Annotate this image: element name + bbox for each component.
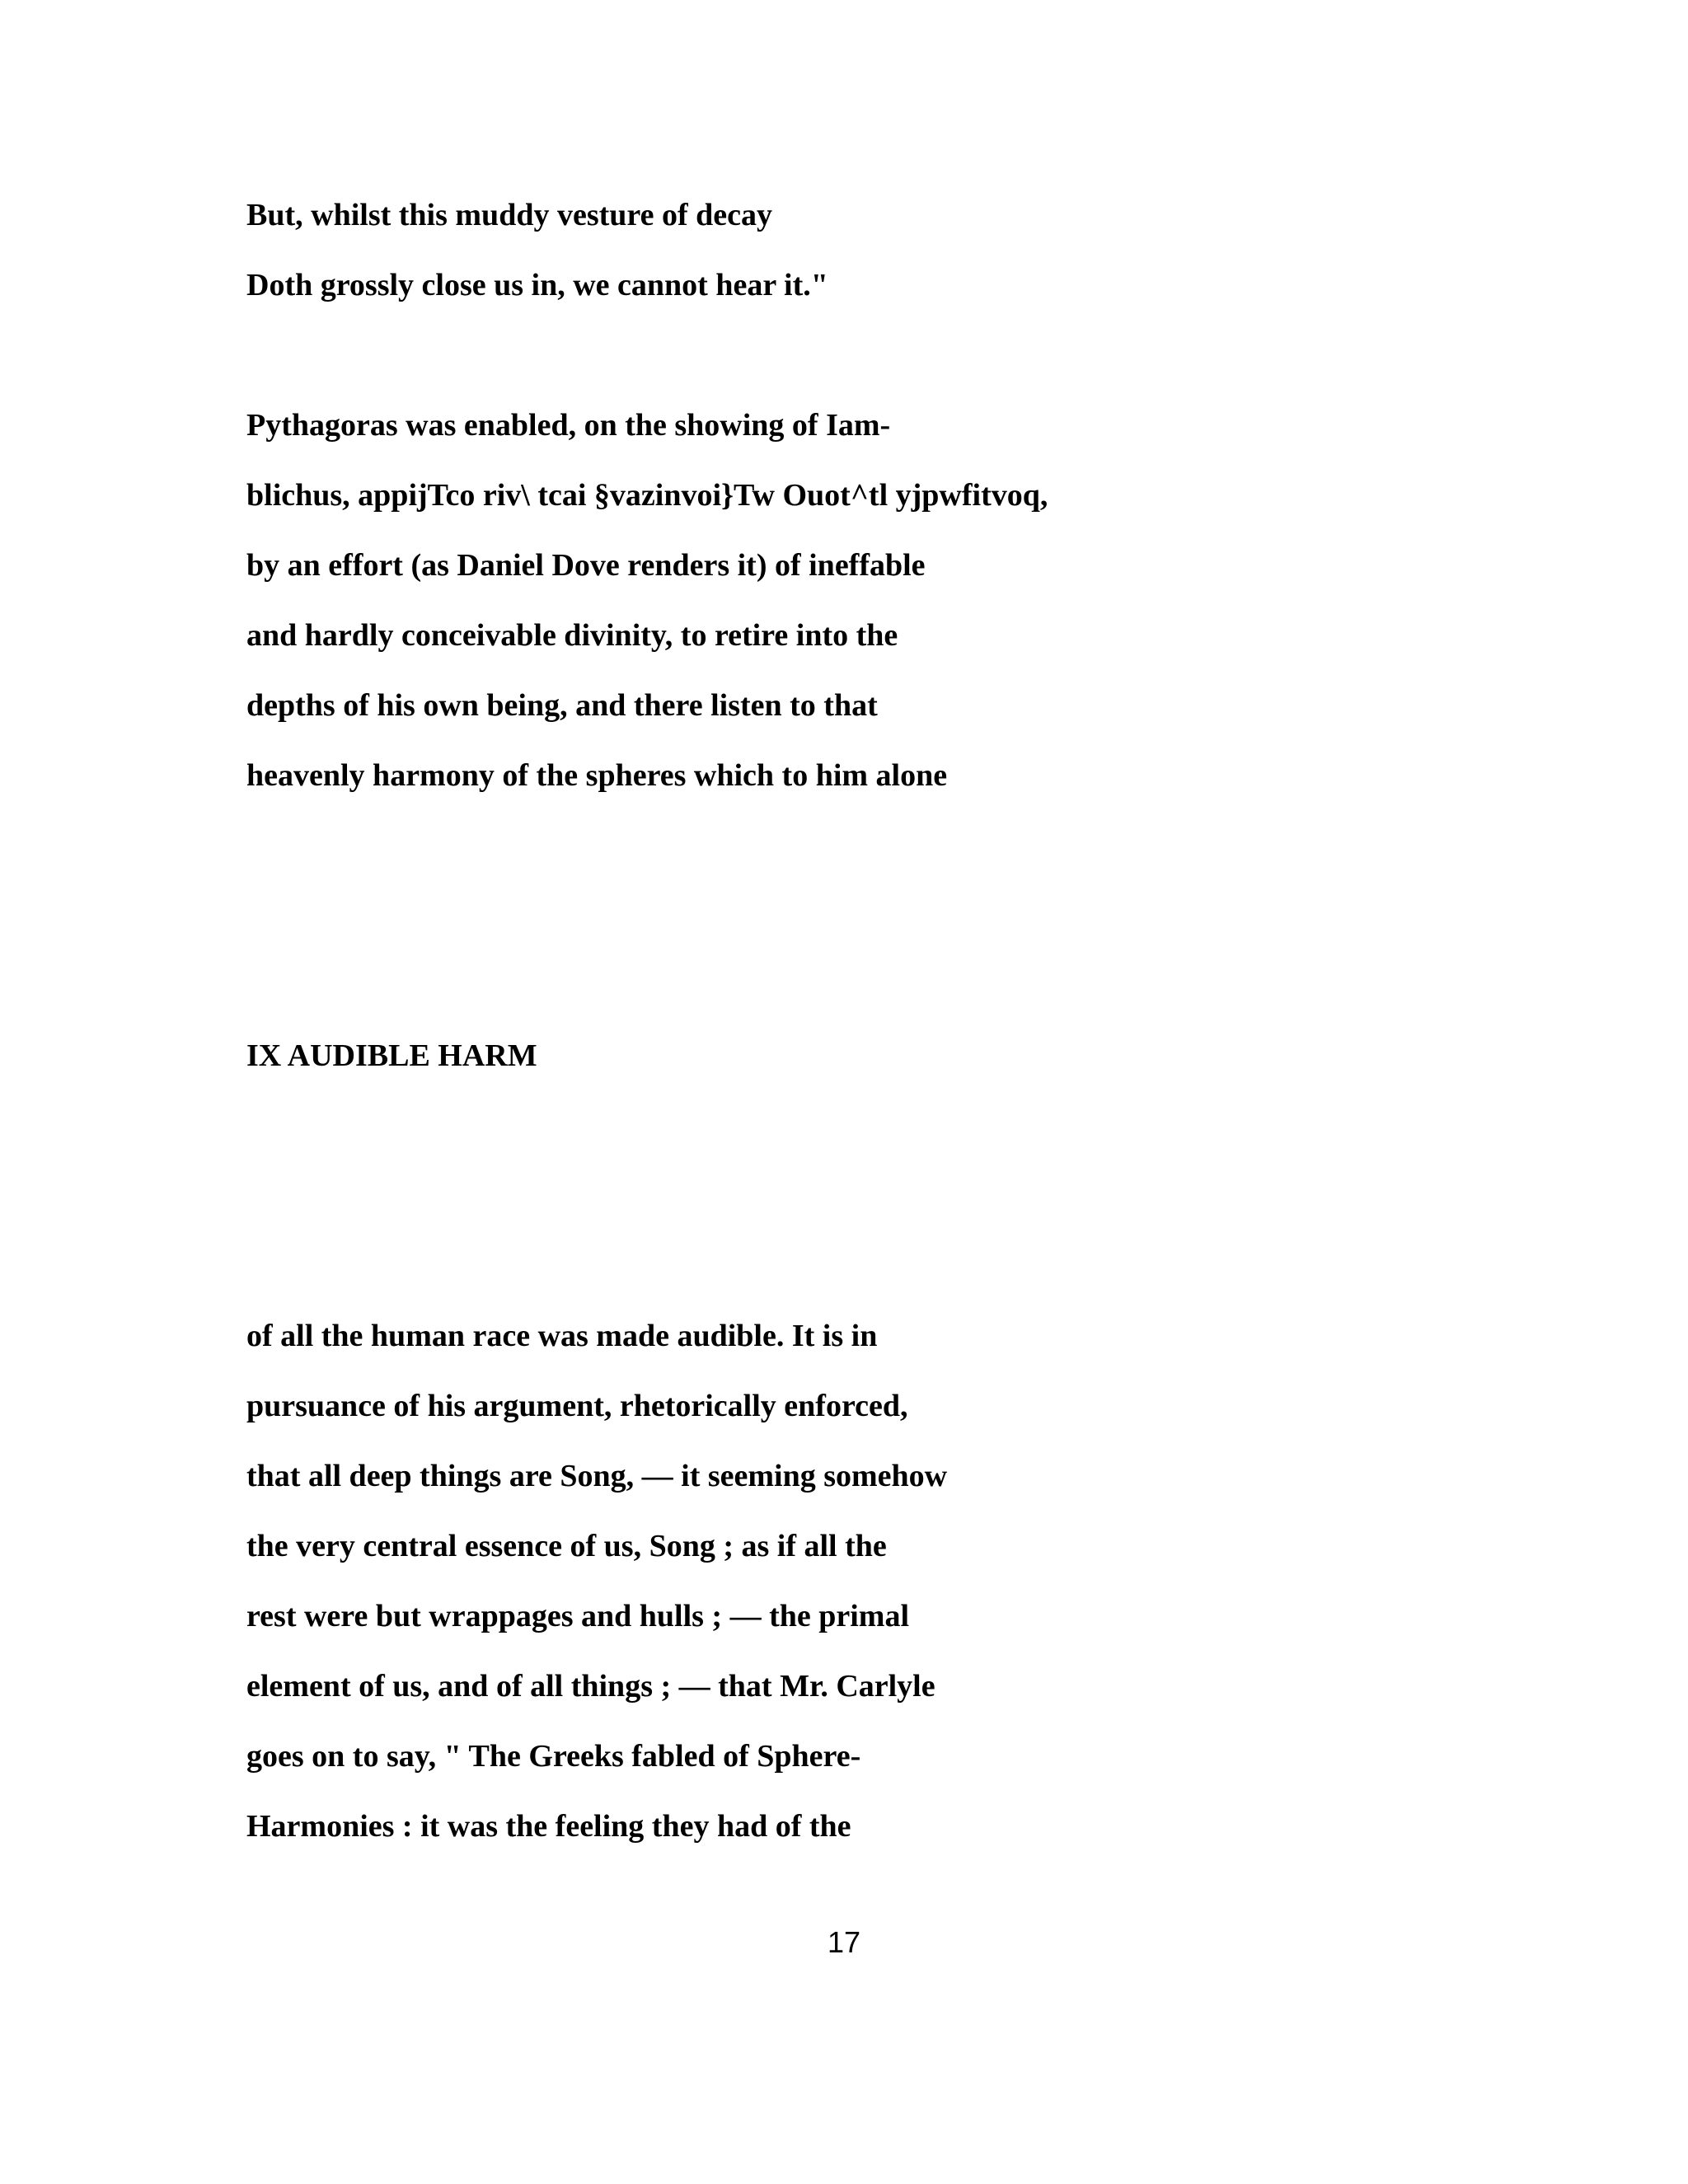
text-line: depths of his own being, and there listen to that [246,688,878,723]
text-line: pursuance of his argument, rhetorically enforced, [246,1389,908,1423]
text-line: that all deep things are Song, — it seeming somehow [246,1459,948,1493]
page-number: 17 [827,1925,861,1959]
text-line: rest were but wrappages and hulls ; — the primal [246,1599,910,1633]
text-line: blichus, appijTco riv\ tcai §vazinvoi}Tw Ouot^tl yjpwfitvoq, [246,478,1048,513]
text-line: of all the human race was made audible. It is in [246,1319,878,1353]
section-heading: IX AUDIBLE HARM [246,1038,537,1073]
text-line: Harmonies : it was the feeling they had of the [246,1809,851,1844]
text-line: Doth grossly close us in, we cannot hear it." [246,268,828,302]
text-line: heavenly harmony of the spheres which to him alone [246,758,948,793]
text-line: But, whilst this muddy vesture of decay [246,198,772,232]
text-line: Pythagoras was enabled, on the showing of Iam- [246,408,891,443]
text-line: the very central essence of us, Song ; as if all the [246,1529,887,1563]
text-line: goes on to say, " The Greeks fabled of Sphere- [246,1739,861,1774]
text-line: by an effort (as Daniel Dove renders it) of ineffable [246,548,926,583]
text-line: element of us, and of all things ; — that Mr. Carlyle [246,1669,935,1704]
text-line: and hardly conceivable divinity, to retire into the [246,618,898,653]
